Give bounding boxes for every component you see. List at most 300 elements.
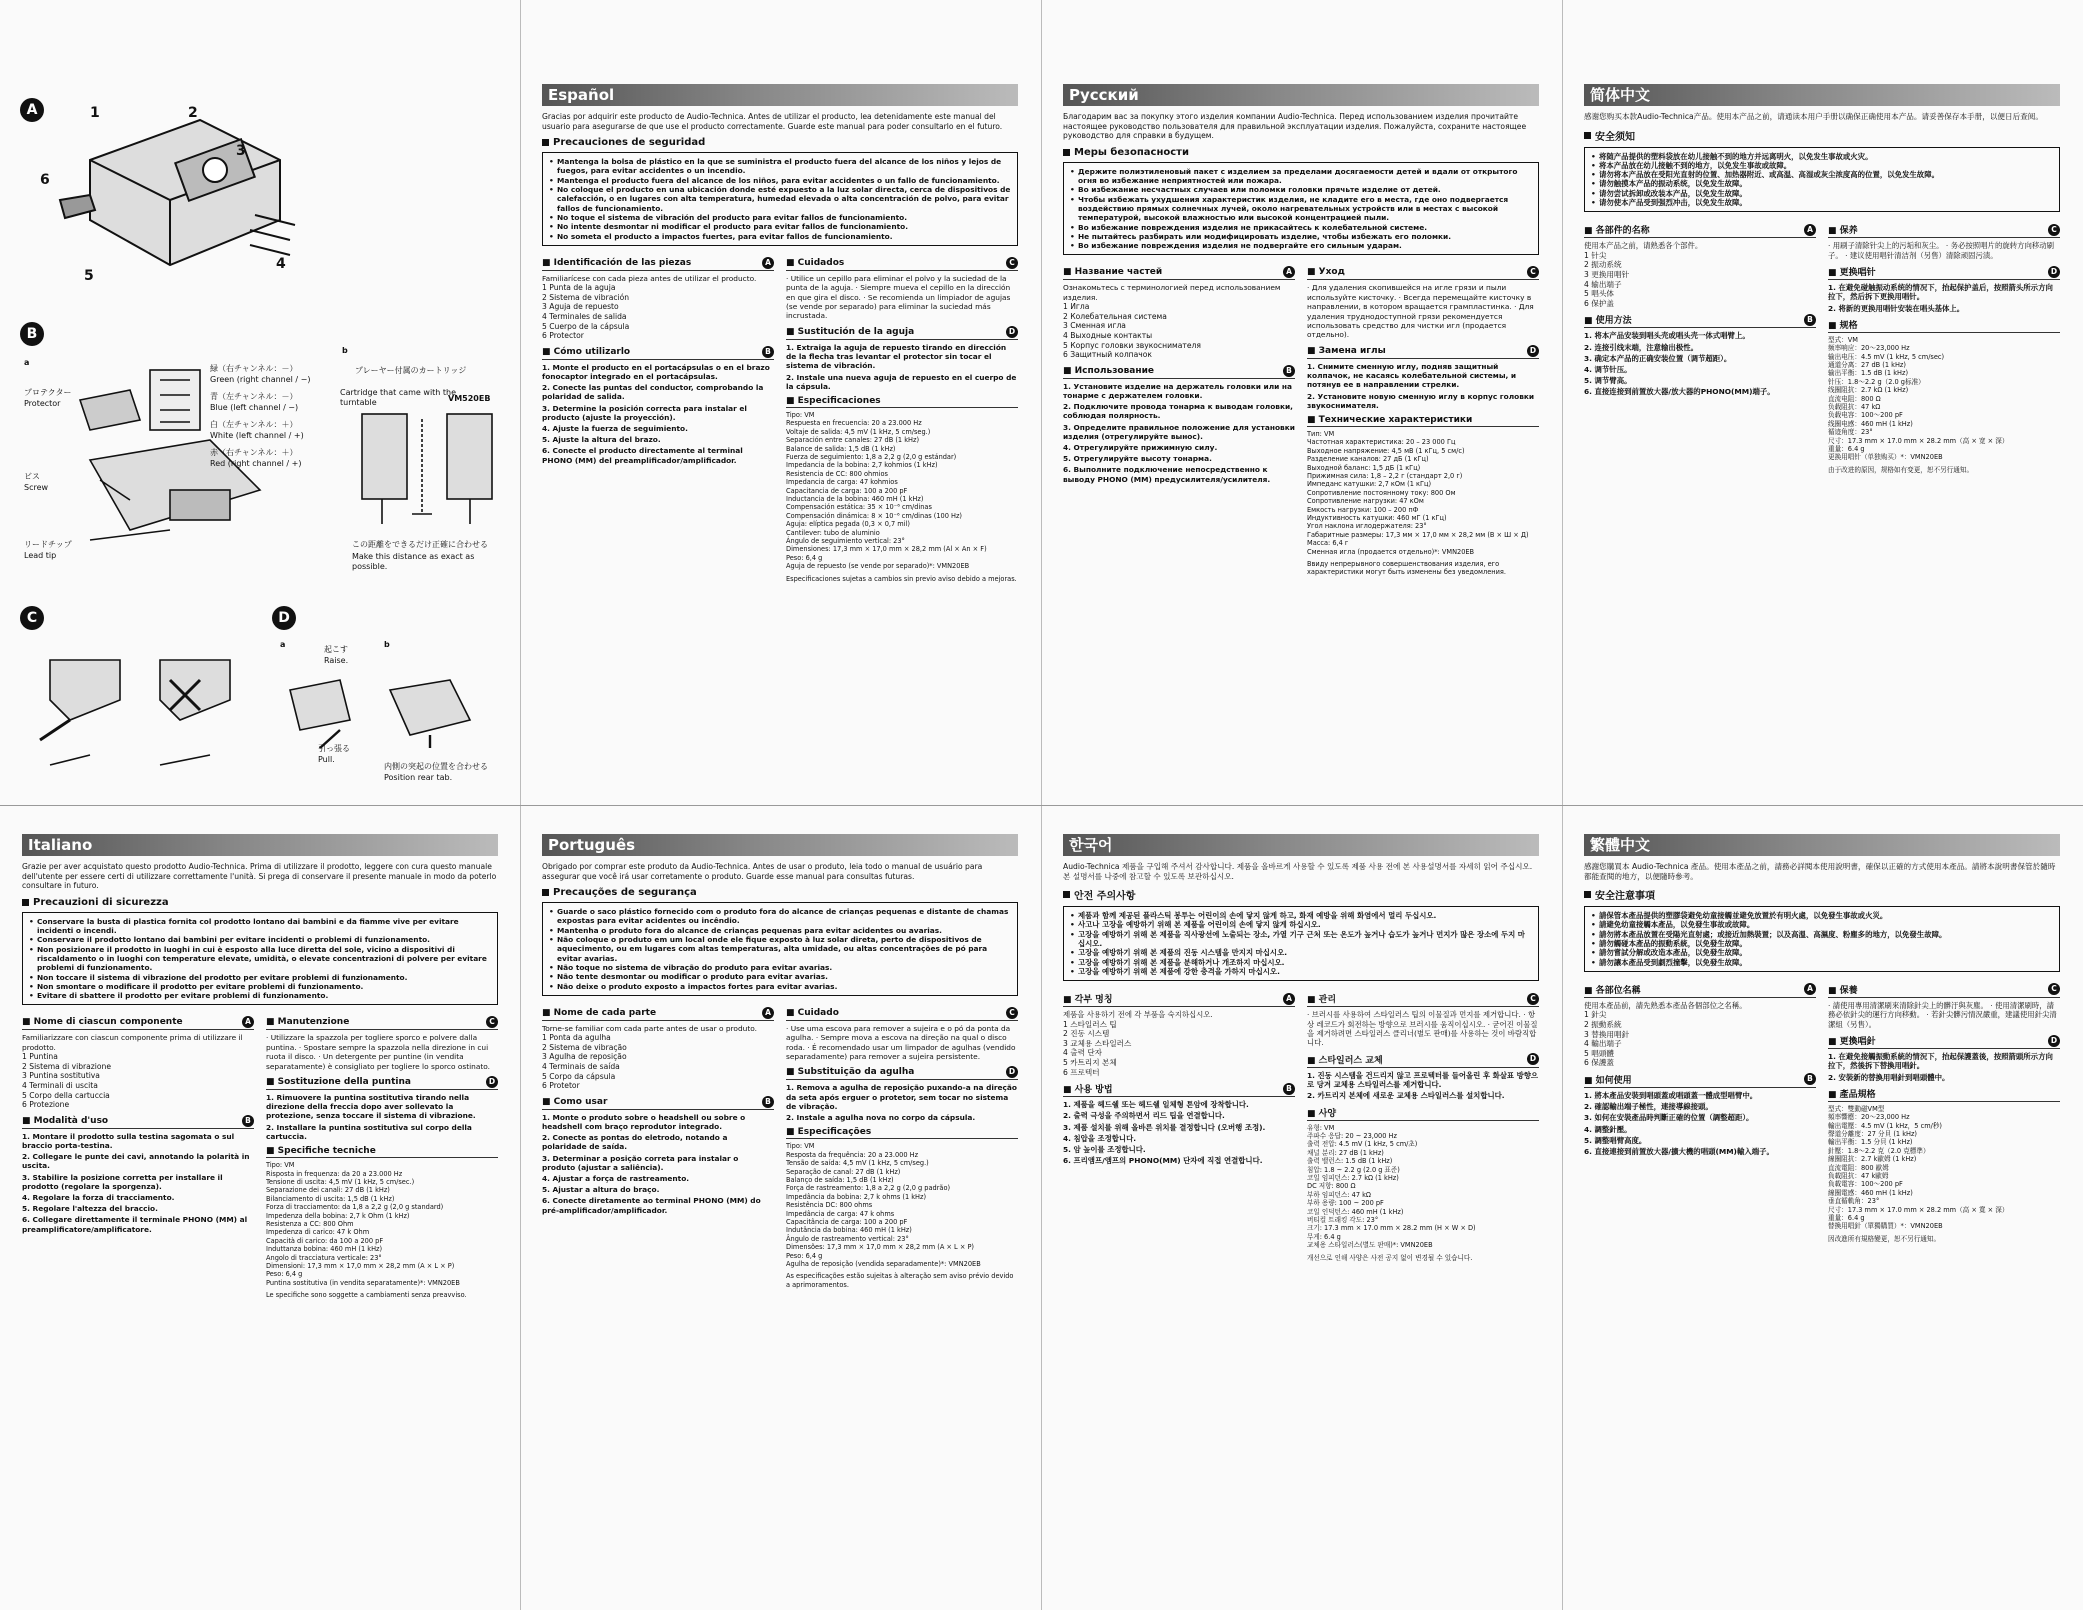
part-item: 3 Aguja de repuesto	[542, 302, 619, 312]
intro-text: Grazie per aver acquistato questo prodotto Audio-Technica. Prima di utilizzare il prodotto, leggere con cura questo manuale dell'utente per essere certi di utilizzare correttamente l'unità. Si prega di conservare il presente manuale in modo da poterlo consultare in futuro.	[22, 862, 497, 891]
safety-box	[542, 152, 1018, 246]
ref-badge-b: B	[762, 346, 774, 358]
spec-item: Voltaje de salida: 4,5 mV (1 kHz, 5 cm/seg.)	[786, 427, 931, 436]
language-title: Русский	[1063, 84, 1539, 106]
part-item: 6 保護蓋	[1584, 1058, 1615, 1068]
spec-item: Tipo: VM	[266, 1161, 295, 1170]
usage-step-text: 6. 프리앰프/앰프의 PHONO(MM) 단자에 직접 연결합니다.	[1063, 1156, 1263, 1166]
safety-item: • Não tente desmontar ou modificar o produto para evitar avarias.	[549, 972, 1011, 981]
part-item: 2 振动系统	[1584, 260, 1622, 270]
part-item: 3 Сменная игла	[1063, 321, 1126, 331]
spec-item: Масса: 6,4 г	[1307, 539, 1349, 548]
replace-heading-label: ■ Sostituzione della puntina	[266, 1077, 411, 1087]
safety-item: • Mantenga la bolsa de plástico en la que se suministra el producto fuera del alcance de los niños y lejos de fuegos, para evitar accidentes o un incendio.	[549, 157, 1011, 176]
replace-step	[266, 1123, 498, 1141]
parts-intro: Familiarícese con cada pieza antes de utilizar el producto.	[542, 273, 757, 283]
usage-step	[542, 383, 774, 401]
ref-badge-b: B	[1804, 314, 1816, 326]
safety-heading: Меры безопасности	[1063, 147, 1539, 158]
usage-heading	[1584, 313, 1816, 328]
player-cartridge-jp: プレーヤー付属のカートリッジ	[355, 366, 467, 375]
language-title: Italiano	[22, 834, 498, 856]
spec-item: Impedancia de la bobina: 2,7 kohmios (1 kHz)	[786, 461, 938, 470]
panel-zh	[1572, 80, 2072, 870]
care-heading-label: ■ Cuidado	[786, 1008, 839, 1018]
intro-text: Obrigado por comprar este produto da Audio-Technica. Antes de usar o produto, leia todo o manual de usuário para assegurar que você irá usar corretamente o produto. Guarde esse manual para consultas futuras.	[542, 862, 983, 881]
safety-item: • Держите полиэтиленовый пакет с изделием за пределами досягаемости детей и вдали от открытого огня во избежание неприятностей или пожара.	[1070, 167, 1532, 186]
spec-item: Ângulo de rastreamento vertical: 23°	[786, 1234, 909, 1243]
usage-step	[542, 1174, 774, 1183]
usage-step	[1063, 402, 1295, 420]
specs-heading	[786, 1127, 1018, 1139]
safety-item: • 请勿尝试拆卸或改装本产品，以免发生故障。	[1591, 189, 2053, 198]
parts-heading-label: ■ 각부 명칭	[1063, 992, 1113, 1005]
spec-item: 重量：6.4 g	[1828, 1214, 1865, 1223]
replace-heading	[1828, 265, 2060, 280]
part-label-1: 1	[90, 105, 100, 121]
usage-step	[1063, 454, 1295, 463]
raise-en: Raise.	[324, 656, 349, 665]
usage-step-text: 2. Conecte las puntas del conductor, comprobando la polaridad de salida.	[542, 383, 764, 402]
usage-step	[1584, 376, 1816, 385]
replace-step	[786, 373, 1018, 391]
part-label-3: 3	[236, 143, 246, 159]
replace-step	[1307, 362, 1539, 390]
safety-item: • 将随产品提供的塑料袋放在幼儿接触不到的地方并远离明火，以免发生事故或火灾。	[1591, 152, 2053, 161]
usage-heading-label: ■ Como usar	[542, 1097, 607, 1107]
usage-step-text: 5. Отрегулируйте высоту тонарма.	[1063, 454, 1212, 464]
safety-box	[1584, 906, 2060, 972]
part-item: 5 唱頭體	[1584, 1048, 1615, 1058]
model-label: VM520EB	[448, 394, 491, 403]
safety-item: • Mantenha o produto fora do alcance de crianças pequenas para evitar acidentes ou avarias.	[549, 926, 1011, 935]
d-sub-a: a	[280, 640, 286, 649]
spec-item: 尺寸：17.3 mm × 17.0 mm × 28.2 mm（高 × 宽 × 深）	[1828, 436, 2009, 445]
usage-step-text: 2. Conecte as pontas do eletrodo, notando a polaridade de saída.	[542, 1133, 728, 1152]
raise-jp: 起こす	[324, 645, 348, 654]
part-item: 5 Corpo della cartuccia	[22, 1090, 110, 1100]
ref-badge-c: C	[1527, 266, 1539, 278]
usage-step	[22, 1173, 254, 1191]
usage-step-text: 5. 調整唱臂高度。	[1584, 1135, 1647, 1145]
parts-list	[1063, 1020, 1295, 1078]
spec-item: Risposta in frequenza: da 20 a 23.000 Hz	[266, 1169, 403, 1178]
replace-step	[786, 1113, 1018, 1122]
spec-item: Tipo: VM	[786, 1142, 815, 1151]
spec-item: Tensione di uscita: 4,5 mV (1 kHz, 5 cm/sec.)	[266, 1177, 415, 1186]
spec-item: Tipo: VM	[786, 410, 815, 419]
ref-badge-b: B	[1804, 1073, 1816, 1085]
safety-item: • Conservare il prodotto lontano dai bambini per evitare incidenti o problemi di funzionamento.	[29, 935, 491, 944]
replace-steps	[1307, 362, 1539, 410]
parts-list	[1063, 302, 1295, 360]
spec-item: Resistência DC: 800 ohms	[786, 1201, 873, 1210]
usage-step-text: 3. 确定本产品的正确安装位置（调节超距）。	[1584, 353, 1732, 363]
replace-step	[1828, 283, 2060, 301]
parts-intro: 제품을 사용하기 전에 각 부품을 숙지하십시오.	[1063, 1010, 1213, 1020]
spec-item: DC 저항: 800 Ω	[1307, 1182, 1356, 1191]
spec-item: 針壓：1.8～2.2 克（2.0 克標準）	[1828, 1146, 1930, 1155]
care-heading-label: ■ Manutenzione	[266, 1017, 349, 1027]
replace-step-text: 1. Remova a agulha de reposição puxando-a na direção da seta após erguer o protetor, sem tocar no sistema de vibração.	[786, 1083, 1018, 1111]
part-item: 1 針尖	[1584, 1010, 1607, 1020]
spec-item: Inductancia de la bobina: 460 mH (1 kHz)	[786, 494, 924, 503]
care-heading	[1828, 983, 2060, 998]
replace-step-text: 2. 카트리지 본체에 새로운 교체용 스타일러스를 설치합니다.	[1307, 1091, 1505, 1101]
part-item: 1 Puntina	[22, 1052, 58, 1062]
pull-en: Pull.	[318, 755, 335, 764]
safety-item: • 사고나 고장을 예방하기 위해 본 제품을 어린이의 손에 닿지 않게 하십시오.	[1070, 920, 1532, 929]
safety-item: • No toque el sistema de vibración del producto para evitar fallos de funcionamiento.	[549, 213, 1011, 222]
part-item: 4 출력 단자	[1063, 1048, 1103, 1058]
replace-step	[1828, 304, 2060, 313]
usage-step	[1584, 1091, 1816, 1100]
safety-item: • 請勿將本產品放置在受陽光直射處；或接近加熱裝置；以及高溫、高濕度、粉塵多的地方，以免發生故障。	[1591, 930, 2053, 939]
spec-item: 直流電阻：800 歐姆	[1828, 1163, 1889, 1172]
spec-item: 교체용 스타일러스(별도 판매)*: VMN20EB	[1307, 1241, 1433, 1250]
part-item: 4 输出端子	[1584, 279, 1622, 289]
spec-item: 线圈阻抗：2.7 kΩ (1 kHz)	[1828, 386, 1909, 395]
spec-item: 垂直循軌角：23°	[1828, 1197, 1880, 1206]
spec-item: 频率响应：20～23,000 Hz	[1828, 344, 1910, 353]
parts-heading-label: ■ 各部位名稱	[1584, 983, 1641, 996]
right-column	[1828, 218, 2060, 474]
spec-item: 聲道分離度：27 分貝 (1 kHz)	[1828, 1130, 1918, 1139]
part-item: 2 Sistema di vibrazione	[22, 1061, 112, 1071]
ref-badge-c: C	[2048, 983, 2060, 995]
spec-item: Fuerza de seguimiento: 1,8 a 2,2 g (2,0 g estándar)	[786, 452, 957, 461]
part-label-2: 2	[188, 105, 198, 121]
ref-badge-d: D	[486, 1076, 498, 1088]
usage-step-text: 4. Regolare la forza di tracciamento.	[22, 1193, 175, 1203]
part-item: 5 Corpo da cápsula	[542, 1071, 616, 1081]
safety-item: • No someta el producto a impactos fuertes, para evitar fallos de funcionamiento.	[549, 232, 1011, 241]
safety-item: • 请勿触摸本产品的振动系统，以免发生故障。	[1591, 179, 2053, 188]
spec-item: 直流电阻：800 Ω	[1828, 394, 1881, 403]
safety-item: • 請勿讓本產品受到劇烈撞擊，以免發生故障。	[1591, 958, 2053, 967]
specs-heading-label: ■ Specifiche tecniche	[266, 1146, 376, 1156]
replace-step-text: 2. 将新的更换用唱针安装在唱头基体上。	[1828, 303, 1965, 313]
part-label-5: 5	[84, 268, 94, 284]
spec-item: 부하 용량: 100 ~ 200 pF	[1307, 1199, 1384, 1208]
usage-step	[22, 1132, 254, 1150]
wire-white-jp: 白（左チャンネル：＋）	[210, 420, 298, 429]
wire-blue-en: Blue (left channel / −)	[210, 403, 299, 412]
usage-step-text: 2. Collegare le punte dei cavi, annotando la polarità in uscita.	[22, 1152, 250, 1171]
intro-text: Audio-Technica 제품을 구입해 주셔서 감사합니다. 제품을 올바르게 사용할 수 있도록 제품 사용 전에 본 사용설명서를 자세히 읽어 주십시오. 본 설명서를 나중에 참고할 수 있도록 보관하십시오.	[1063, 862, 1533, 881]
part-item: 6 Protezione	[22, 1100, 70, 1110]
spec-item: Indutância da bobina: 460 mH (1 kHz)	[786, 1226, 912, 1235]
safety-item: • 请勿将本产品放在受阳光直射的位置、加热器附近、或高温、高湿或灰尘浓度高的位置，以免发生故障。	[1591, 170, 2053, 179]
specs-heading-label: ■ 规格	[1828, 318, 1858, 331]
usage-steps	[542, 363, 774, 465]
spec-item: Peso: 6,4 g	[266, 1270, 303, 1279]
specs-heading	[1307, 1106, 1539, 1121]
left-column	[1584, 218, 1816, 474]
replace-step	[266, 1093, 498, 1121]
usage-step	[1063, 1156, 1295, 1165]
care-heading-label: ■ Уход	[1307, 267, 1345, 277]
usage-step	[1584, 1113, 1816, 1122]
replace-heading	[1307, 1053, 1539, 1068]
safety-item: • 請避免幼童接觸本產品，以免發生事故或故障。	[1591, 920, 2053, 929]
spec-item: Peso: 6,4 g	[786, 1251, 823, 1260]
position-jp: 内側の突起の位置を合わせる	[384, 762, 488, 771]
part-item: 3 更换用唱针	[1584, 269, 1630, 279]
replace-step-text: 2. Установите новую сменную иглу в корпус головки звукоснимателя.	[1307, 391, 1535, 410]
ref-badge-b: B	[242, 1115, 254, 1127]
parts-heading-label: ■ Название частей	[1063, 267, 1162, 277]
part-item: 2 진동 시스템	[1063, 1029, 1110, 1039]
spec-item: 출력 밸런스: 1.5 dB (1 kHz)	[1307, 1157, 1393, 1166]
spec-item: Угол наклона иглодержателя: 23°	[1307, 522, 1427, 531]
usage-step-text: 4. 침압을 조정합니다.	[1063, 1133, 1137, 1143]
spec-item: Impedância de carga: 47 k ohms	[786, 1209, 895, 1218]
spec-item: 負載電容：100～200 pF	[1828, 1180, 1903, 1189]
spec-item: Dimensões: 17,3 mm × 17,0 mm × 28,2 mm (A × L × P)	[786, 1243, 974, 1252]
intro-text: 感謝您購買本 Audio-Technica 產品。使用本產品之前，請務必詳閱本使用說明書，確保以正確的方式使用本產品。請將本說明書保管於隨時都能查閱的地方，以便隨時參考。	[1584, 862, 2056, 881]
usage-step	[542, 446, 774, 464]
part-item: 1 Ponta da agulha	[542, 1033, 611, 1043]
specs-list	[266, 1161, 498, 1287]
spec-item: 更换用唱针（单独购买）*：VMN20EB	[1828, 453, 1943, 462]
intro-text: Gracias por adquirir este producto de Audio-Technica. Antes de utilizar el producto, lea detenidamente este manual del usuario para asegurarse de que use el producto correctamente. Guarde este manual para poder consultarlo en el futuro.	[542, 112, 1003, 131]
spec-item: 침압: 1.8 ~ 2.2 g (2.0 g 표준)	[1307, 1165, 1400, 1174]
safety-item: • No intente desmontar ni modificar el producto para evitar fallos de funcionamiento.	[549, 222, 1011, 231]
specs-heading	[1828, 1087, 2060, 1102]
spec-item: 型式：雙動磁VM型	[1828, 1104, 1885, 1113]
wire-green-jp: 緑（右チャンネル：－）	[210, 364, 298, 373]
usage-step-text: 6. 直接连接到前置放大器/放大器的PHONO(MM)端子。	[1584, 387, 1775, 397]
replace-steps	[1828, 283, 2060, 313]
usage-step	[1584, 331, 1816, 340]
usage-step-text: 5. Ajuste la altura del brazo.	[542, 435, 661, 445]
spec-item: 코일 임피던스: 2.7 kΩ (1 kHz)	[1307, 1173, 1399, 1182]
specs-heading-label: ■ 產品規格	[1828, 1087, 1876, 1100]
part-item: 6 프로텍터	[1063, 1067, 1100, 1077]
b-sub-b: b	[342, 346, 348, 355]
replace-heading-label: ■ Substituição da agulha	[786, 1067, 914, 1077]
replace-step-text: 2. Installare la puntina sostitutiva sul corpo della cartuccia.	[266, 1122, 472, 1141]
usage-step-text: 4. 調整針壓。	[1584, 1124, 1632, 1134]
parts-heading	[542, 257, 774, 271]
part-item: 4 Terminali di uscita	[22, 1081, 98, 1091]
d-sub-b: b	[384, 640, 390, 649]
screw-jp: ビス	[24, 472, 40, 481]
spec-item: Ángulo de seguimiento vertical: 23°	[786, 537, 905, 545]
part-item: 6 保护盖	[1584, 298, 1615, 308]
replace-step-text: 1. 在避免接觸振動系統的情況下，抬起保護蓋後，按照箭頭所示方向拉下，然後拆下替換用唱針。	[1828, 1052, 2053, 1071]
ref-badge-b: B	[1283, 365, 1295, 377]
part-item: 1 스타일러스 팁	[1063, 1019, 1117, 1029]
usage-heading	[22, 1115, 254, 1129]
part-item: 5 Cuerpo de la cápsula	[542, 321, 630, 331]
specs-footer: 由于改进的原因，规格如有变更，恕不另行通知。	[1828, 465, 1974, 474]
ref-badge-b: B	[1283, 1083, 1295, 1095]
usage-step-text: 2. 连接引线末端，注意输出极性。	[1584, 342, 1698, 352]
usage-step	[1584, 1102, 1816, 1111]
part-item: 2 Sistema de vibración	[542, 292, 630, 302]
safety-heading: 安全须知	[1584, 128, 2060, 143]
part-item: 4 Terminales de salida	[542, 312, 627, 322]
usage-step	[1584, 1147, 1816, 1156]
spec-item: 重量：6.4 g	[1828, 445, 1865, 454]
cartridge-illustration	[50, 100, 300, 280]
replace-heading	[266, 1076, 498, 1090]
usage-step	[542, 363, 774, 381]
care-heading	[1828, 223, 2060, 238]
usage-step	[1063, 465, 1295, 483]
spec-item: Separazione dei canali: 27 dB (1 kHz)	[266, 1186, 390, 1195]
spec-item: Impedenza della bobina: 2,7 k Ohm (1 kHz)	[266, 1211, 410, 1220]
part-item: 2 Sistema de vibração	[542, 1042, 627, 1052]
parts-heading	[1584, 223, 1816, 238]
replace-step-text: 1. Extraiga la aguja de repuesto tirando en dirección de la flecha tras levantar el protector sin tocar el sistema de vibración.	[786, 342, 1007, 371]
usage-step-text: 4. Ajuste la fuerza de seguimiento.	[542, 424, 688, 434]
care-text: · 브러시를 사용하여 스타일러스 팁의 이물질과 먼지를 제거합니다. · 항상 레코드가 회전하는 방향으로 브러시를 움직이십시오. · 굳어진 이물질을 제거하려면 스타일러스 클리너(별도 판매)를 사용하는 것이 바람직합니다.	[1307, 1010, 1538, 1048]
spec-item: 针压：1.8～2.2 g（2.0 g标准）	[1828, 377, 1925, 386]
spec-item: Impedancia de carga: 47 kohmios	[786, 478, 898, 487]
panel-ko	[1051, 830, 1551, 1610]
specs-heading	[266, 1146, 498, 1158]
spec-item: Выходное напряжение: 4,5 мВ (1 кГц, 5 см/с)	[1307, 446, 1465, 455]
usage-step	[22, 1193, 254, 1202]
care-text: · 用刷子清除针尖上的污垢和灰尘。 · 务必按照唱片的旋转方向移动刷子。 · 建议使用唱针清洁剂（另售）清除顽固污渍。	[1828, 241, 2055, 260]
replace-heading-label: ■ Sustitución de la aguja	[786, 327, 914, 337]
part-label-4: 4	[276, 256, 286, 272]
part-item: 3 교체용 스타일러스	[1063, 1038, 1132, 1048]
usage-step-text: 3. 제품 설치를 위해 올바른 위치를 결정합니다 (오버행 조정).	[1063, 1122, 1266, 1132]
specs-list	[786, 411, 1018, 571]
spec-item: Выходной баланс: 1,5 дБ (1 кГц)	[1307, 463, 1421, 472]
spec-item: Resistenza a CC: 800 Ohm	[266, 1219, 354, 1228]
specs-footer: 개선으로 인해 사양은 사전 공지 없이 변경될 수 있습니다.	[1307, 1253, 1473, 1262]
safety-item: • Não deixe o produto exposto a impactos fortes para evitar avarias.	[549, 982, 1011, 991]
language-title: 한국어	[1063, 834, 1539, 856]
spec-item: Сопротивление нагрузки: 47 кОм	[1307, 497, 1424, 506]
part-item: 2 振動系統	[1584, 1019, 1622, 1029]
spec-item: Индуктивность катушки: 460 мГ (1 кГц)	[1307, 513, 1447, 522]
usage-step	[1063, 1123, 1295, 1132]
spec-item: Resposta da frequência: 20 a 23.000 Hz	[786, 1150, 919, 1159]
ref-badge-d: D	[2048, 1035, 2060, 1047]
usage-step-text: 4. Отрегулируйте прижимную силу.	[1063, 443, 1218, 453]
left-column	[22, 1011, 254, 1299]
care-text: · 請使用專用清潔刷來清除針尖上的髒汙與灰塵。 · 使用清潔刷時，請務必依針尖的運行方向移動。 · 若針尖髒污情況嚴重，建議使用針尖清潔組（另售）。	[1828, 1000, 2057, 1029]
part-item: 6 Protector	[542, 331, 584, 341]
usage-step-text: 3. Определите правильное положение для установки изделия (отрегулируйте вынос).	[1063, 422, 1295, 441]
panel-it	[10, 830, 510, 1610]
usage-step	[1063, 382, 1295, 400]
replace-step-text: 1. Rimuovere la puntina sostitutiva tirando nella direzione della freccia dopo aver sollevato la protezione, senza toccare il sistema di vibrazione.	[266, 1093, 476, 1121]
safety-heading: 安全注意事項	[1584, 887, 2060, 902]
care-heading-label: ■ 관리	[1307, 992, 1336, 1005]
replace-steps	[786, 1083, 1018, 1122]
usage-heading-label: ■ 如何使用	[1584, 1073, 1632, 1086]
spec-item: Cantilever: tubo de aluminio	[786, 528, 880, 537]
distance-jp: この距離をできるだけ正確に合わせる	[352, 540, 488, 549]
ref-badge-c: C	[1006, 1007, 1018, 1019]
ref-badge-d: D	[1006, 326, 1018, 338]
part-item: 6 Protetor	[542, 1081, 580, 1091]
replace-heading	[1828, 1034, 2060, 1049]
usage-step-text: 2. 출력 극성을 주의하면서 리드 팁을 연결합니다.	[1063, 1111, 1225, 1121]
parts-intro: 使用本产品之前，请熟悉各个部件。	[1584, 241, 1703, 251]
ref-badge-d: D	[1527, 1053, 1539, 1065]
care-heading	[1307, 266, 1539, 280]
care-heading	[1307, 992, 1539, 1007]
right-column	[1307, 261, 1539, 576]
overhang-illustration	[352, 404, 512, 534]
safety-item: • Non smontare o modificare il prodotto per evitare problemi di funzionamento.	[29, 982, 491, 991]
language-title: 简体中文	[1584, 84, 2060, 106]
spec-item: Agulha de reposição (vendida separadamente)*: VMN20EB	[786, 1259, 981, 1268]
spec-item: 循迹角度：23°	[1828, 428, 1873, 437]
safety-item: • 고장을 예방하기 위해 본 제품에 강한 충격을 가하지 마십시오.	[1070, 967, 1532, 976]
safety-box	[1584, 147, 2060, 213]
parts-heading	[1063, 266, 1295, 280]
replace-step	[1307, 1071, 1539, 1089]
usage-step-text: 6. 直接連接到前置放大器/擴大機的唱頭(MM)輸入端子。	[1584, 1146, 1774, 1156]
spec-item: Aguja de repuesto (se vende por separado)*: VMN20EB	[786, 562, 970, 571]
specs-heading	[786, 396, 1018, 408]
parts-list	[1584, 251, 1816, 309]
spec-item: 頻率響應：20～23,000 Hz	[1828, 1113, 1910, 1122]
spec-item: Частотная характеристика: 20 – 23 000 Гц	[1307, 438, 1456, 447]
section-b-marker: B	[20, 322, 44, 346]
safety-heading: 안전 주의사항	[1063, 887, 1539, 902]
spec-item: 채널 분리: 27 dB (1 kHz)	[1307, 1148, 1384, 1157]
replace-heading-label: ■ Замена иглы	[1307, 346, 1386, 356]
usage-step	[542, 424, 774, 433]
spec-item: 负载阻抗：47 kΩ	[1828, 403, 1881, 412]
parts-heading-label: ■ Nome de cada parte	[542, 1008, 656, 1018]
intro-text: Благодарим вас за покупку этого изделия компании Audio-Technica. Перед использованием изделия прочитайте настоящее руководство пользователя для правильной эксплуатации изделия. Пожалуйста, сохраните настоящее руководство для справки в будущем.	[1063, 112, 1527, 141]
spec-item: 무게: 6.4 g	[1307, 1232, 1341, 1241]
replace-heading-label: ■ 更換唱針	[1828, 1034, 1876, 1047]
care-text: · Utilizzare la spazzola per togliere sporco e polvere dalla puntina. · Spostare sempre la spazzola nella direzione in cui ruota il disco. · Un detergente per puntine (in vendita separatamente) è consigliato per togliere lo sporco ostinato.	[266, 1033, 491, 1071]
usage-step	[542, 1154, 774, 1172]
spec-item: Puntina sostitutiva (in vendita separatamente)*: VMN20EB	[266, 1278, 460, 1287]
safety-box	[1063, 162, 1539, 256]
usage-steps	[542, 1113, 774, 1215]
ref-badge-d: D	[1006, 1066, 1018, 1078]
usage-step-text: 1. 将本产品安装到唱头壳或唱头壳一体式唱臂上。	[1584, 331, 1750, 341]
replace-steps	[266, 1093, 498, 1141]
ref-badge-d: D	[2048, 266, 2060, 278]
spec-item: 주파수 응답: 20 ~ 23,000 Hz	[1307, 1131, 1397, 1140]
spec-item: Força de rastreamento: 1,8 a 2,2 g (2,0 g padrão)	[786, 1184, 951, 1193]
spec-item: Разделение каналов: 27 дБ (1 кГц)	[1307, 455, 1429, 464]
usage-step	[542, 1196, 774, 1214]
spec-item: Емкость нагрузки: 100 – 200 пФ	[1307, 505, 1419, 514]
spec-item: 線圈阻抗：2.7 k歐姆 (1 kHz)	[1828, 1155, 1917, 1164]
left-column	[1063, 987, 1295, 1262]
specs-heading-label: ■ Especificações	[786, 1127, 871, 1137]
spec-item: Тип: VM	[1307, 429, 1335, 438]
replace-step	[1828, 1052, 2060, 1070]
part-item: 4 Terminais de saída	[542, 1062, 620, 1072]
part-item: 1 针尖	[1584, 250, 1607, 260]
ref-badge-c: C	[2048, 224, 2060, 236]
left-column	[542, 252, 774, 583]
specs-heading-label: ■ Especificaciones	[786, 396, 881, 406]
safety-item: • No coloque el producto en una ubicación donde esté expuesto a la luz solar directa, cerca de dispositivos de calefacción, o en lugares con alta temperatura, humedad elevada o alta concentración de polvo, para evitar fallos de funcionamiento.	[549, 185, 1011, 213]
section-a-marker: A	[20, 98, 44, 122]
specs-footer: Le specifiche sono soggette a cambiamenti senza preavviso.	[266, 1291, 467, 1300]
usage-step-text: 2. Подключите провода тонарма к выводам головки, соблюдая полярность.	[1063, 402, 1293, 421]
ref-badge-c: C	[486, 1016, 498, 1028]
